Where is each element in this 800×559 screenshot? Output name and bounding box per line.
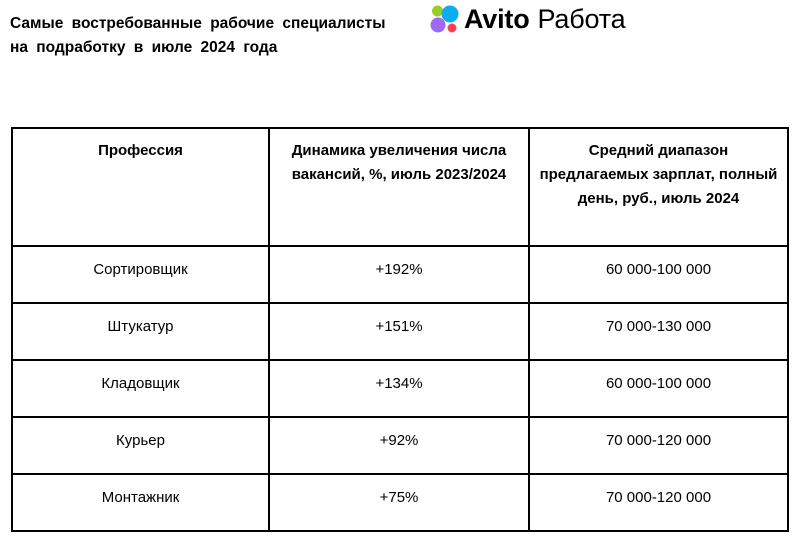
profession-cell: Штукатур [12, 303, 269, 360]
column-header-profession: Профессия [12, 128, 269, 246]
salary-cell: 60 000-100 000 [529, 360, 788, 417]
growth-cell: +151% [269, 303, 529, 360]
column-header-salary: Средний диапазон предлагаемых зарплат, полный день, руб., июль 2024 [529, 128, 788, 246]
logo-wordmark [464, 3, 625, 35]
professions-table [11, 127, 789, 532]
salary-cell: 70 000-130 000 [529, 303, 788, 360]
logo-brand: Avito [464, 4, 530, 34]
column-header-growth: Динамика увеличения числа вакансий, %, июль 2023/2024 [269, 128, 529, 246]
logo-dot-bottom-left [431, 18, 446, 33]
title-line-1: Самые востребованные рабочие специалисты [10, 15, 386, 32]
profession-cell: Курьер [12, 417, 269, 474]
table-header-row [12, 128, 788, 246]
logo-dot-bottom-right [448, 24, 457, 33]
growth-cell: +92% [269, 417, 529, 474]
table-row [12, 246, 788, 303]
table-row [12, 417, 788, 474]
logo-dot-top-right [442, 6, 459, 23]
growth-cell: +75% [269, 474, 529, 531]
title-line-2: на подработку в июле 2024 года [10, 39, 278, 56]
salary-cell: 60 000-100 000 [529, 246, 788, 303]
growth-cell: +134% [269, 360, 529, 417]
profession-cell: Монтажник [12, 474, 269, 531]
profession-cell: Кладовщик [12, 360, 269, 417]
avito-dots-icon [430, 4, 460, 34]
profession-cell: Сортировщик [12, 246, 269, 303]
logo-dot-top-left [432, 6, 443, 17]
table-row [12, 474, 788, 531]
logo-product: Работа [537, 4, 626, 34]
page-title [10, 12, 430, 60]
growth-cell: +192% [269, 246, 529, 303]
salary-cell: 70 000-120 000 [529, 474, 788, 531]
salary-cell: 70 000-120 000 [529, 417, 788, 474]
table-row [12, 360, 788, 417]
avito-rabota-logo [430, 2, 625, 36]
table-row [12, 303, 788, 360]
